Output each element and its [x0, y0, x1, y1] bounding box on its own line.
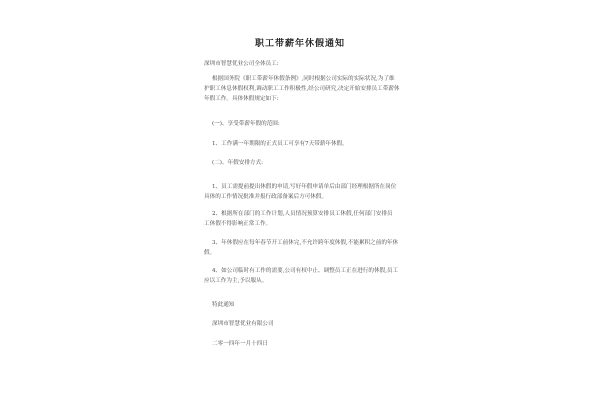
intro-line-1: 根据国务院《职工带薪年休假条例》,同时根据公司实际的实际状况,为了维 [212, 76, 395, 82]
item-2-line-2: 工休假不得影响正常工作。 [204, 221, 272, 227]
item-1-line-1: 1、员工需提前提出休假的申请,写好年假申请单后由部门经理根据所在岗位 [212, 184, 397, 190]
document-date: 二零一四年一月十四日 [212, 341, 268, 347]
item-4-line-1: 4、如公司临时有工作的需要,公司有权中止、调整员工正在进行的休假,员工 [212, 268, 399, 274]
intro-line-3: 年假工作。具体休假规定如下: [204, 96, 279, 102]
salutation: 深圳市智慧优业公司全体员工: [204, 61, 279, 67]
item-3-line-2: 假。 [204, 250, 216, 256]
section-1-heading: (一)、享受带薪年假的范围: [212, 121, 280, 127]
item-2-line-1: 2、根据所在部门的工作计划,人员情况预算安排员工休假,任何部门安排员 [212, 211, 393, 217]
item-3-line-1: 3、年休假应在每年春节开工前休完,不允许跨年度休假,不能累积之前的年休 [212, 240, 399, 246]
item-4-line-2: 应以工作为主,予以服从。 [204, 278, 268, 284]
document-title: 职工带薪年休假通知 [254, 39, 345, 49]
item-1-line-2: 具体的工作情况批准并报行政部备案后方可休假。 [204, 194, 328, 200]
section-1-item-1: 1、工作满一年期限的正式员工可享有7天带薪年休假。 [212, 141, 348, 147]
closing-text: 特此通知 [212, 302, 235, 308]
section-2-heading: (二)、年假安排方式: [212, 160, 263, 166]
signature-company: 深圳市智慧优业有限公司 [212, 321, 274, 327]
intro-line-2: 护职工休息休假权利,调动职工工作积极性,经公司研究,决定开始安排员工带薪休 [204, 86, 400, 92]
